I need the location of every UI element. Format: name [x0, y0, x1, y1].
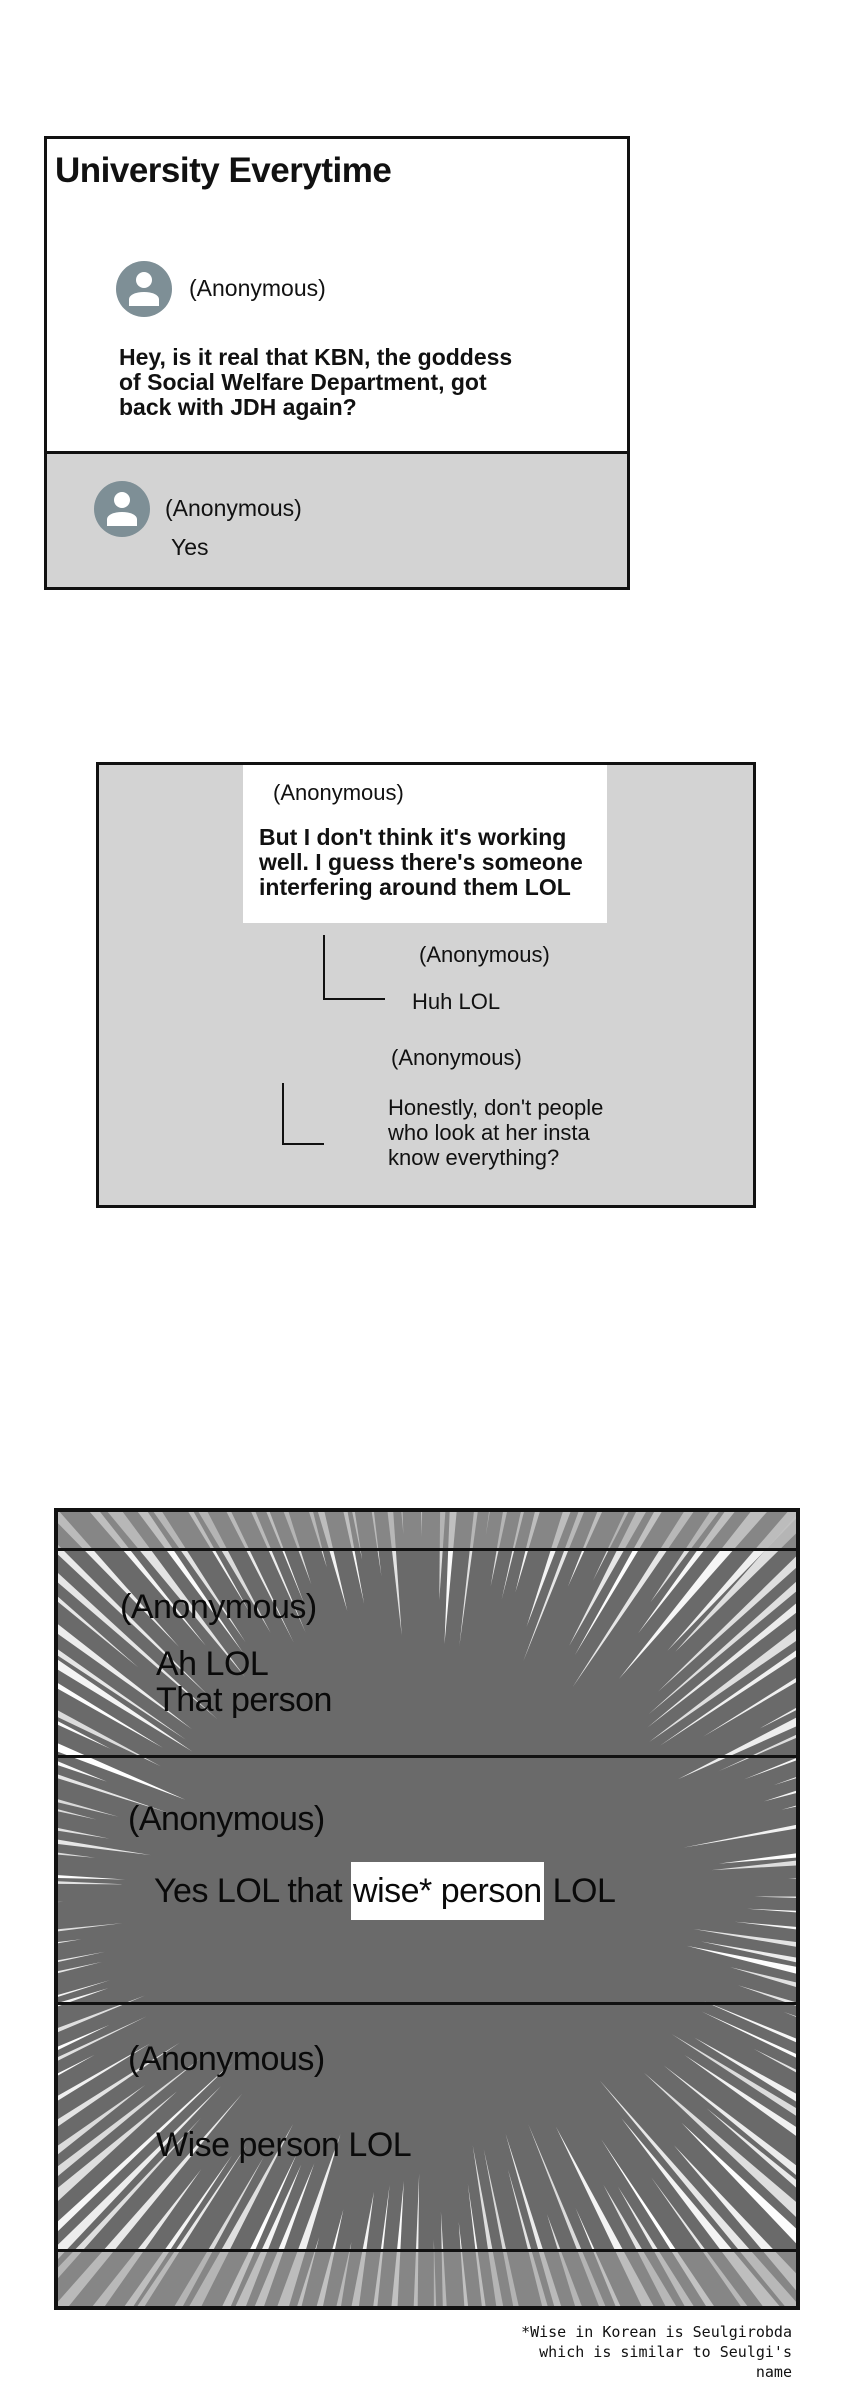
comment-author: (Anonymous) — [273, 780, 404, 805]
reply-connector-icon — [282, 1083, 324, 1145]
divider — [58, 1755, 796, 1758]
footnote-line: *Wise in Korean is Seulgirobda — [521, 2323, 792, 2341]
user-avatar-icon — [94, 481, 150, 537]
app-title: University Everytime — [55, 151, 392, 190]
comment-card — [243, 765, 607, 923]
comment-author: (Anonymous) — [120, 1588, 317, 1626]
post-text: Hey, is it real that KBN, the goddess of Social Welfare Department, got back with JDH again? — [119, 344, 513, 420]
comment-text — [154, 1872, 615, 1911]
divider — [58, 2002, 796, 2005]
speed-line — [58, 1923, 123, 1998]
comment-text — [156, 1646, 332, 1718]
comment-line: Ah LOL — [156, 1645, 269, 1683]
band-top — [58, 1512, 796, 1548]
comment-line: That person — [156, 1681, 332, 1719]
comment-author: (Anonymous) — [128, 1800, 325, 1838]
comment-text: Wise person LOL — [156, 2126, 412, 2164]
speed-line — [683, 1721, 796, 1848]
reply-text: Honestly, don't people who look at her insta know everything? — [388, 1095, 604, 1170]
post-author: (Anonymous) — [189, 275, 326, 301]
comment-thread-panel — [96, 762, 756, 1208]
burst-comments-panel — [54, 1508, 800, 2310]
speed-line — [788, 1840, 796, 1879]
highlighted-word: wise* person — [351, 1862, 544, 1920]
comment-suffix: LOL — [543, 1872, 616, 1910]
speed-line — [58, 1939, 81, 2034]
user-avatar-icon — [116, 261, 172, 317]
reply-text: Huh LOL — [412, 989, 501, 1014]
reply-text: Yes — [171, 534, 209, 560]
comment-prefix: Yes LOL that — [154, 1872, 352, 1910]
speed-line — [58, 1962, 102, 2103]
footnote — [500, 2322, 792, 2382]
speed-line — [693, 1929, 796, 2037]
divider — [58, 1548, 796, 1551]
footnote-line: which is similar to Seulgi's name — [539, 2343, 792, 2381]
divider — [58, 2249, 796, 2252]
reply-row — [47, 454, 627, 587]
reply-connector-icon — [323, 935, 385, 1000]
speed-line — [58, 1856, 126, 1884]
comment-author: (Anonymous) — [128, 2040, 325, 2078]
reply-author: (Anonymous) — [419, 942, 550, 967]
band-bottom — [58, 2252, 796, 2306]
reply-author: (Anonymous) — [391, 1045, 522, 1070]
speed-line — [58, 1902, 63, 1931]
post-panel — [44, 136, 630, 590]
reply-author: (Anonymous) — [165, 495, 302, 521]
comment-text: But I don't think it's working well. I guess there's someone interfering around them LOL — [259, 824, 583, 900]
speed-line — [754, 1895, 796, 1915]
